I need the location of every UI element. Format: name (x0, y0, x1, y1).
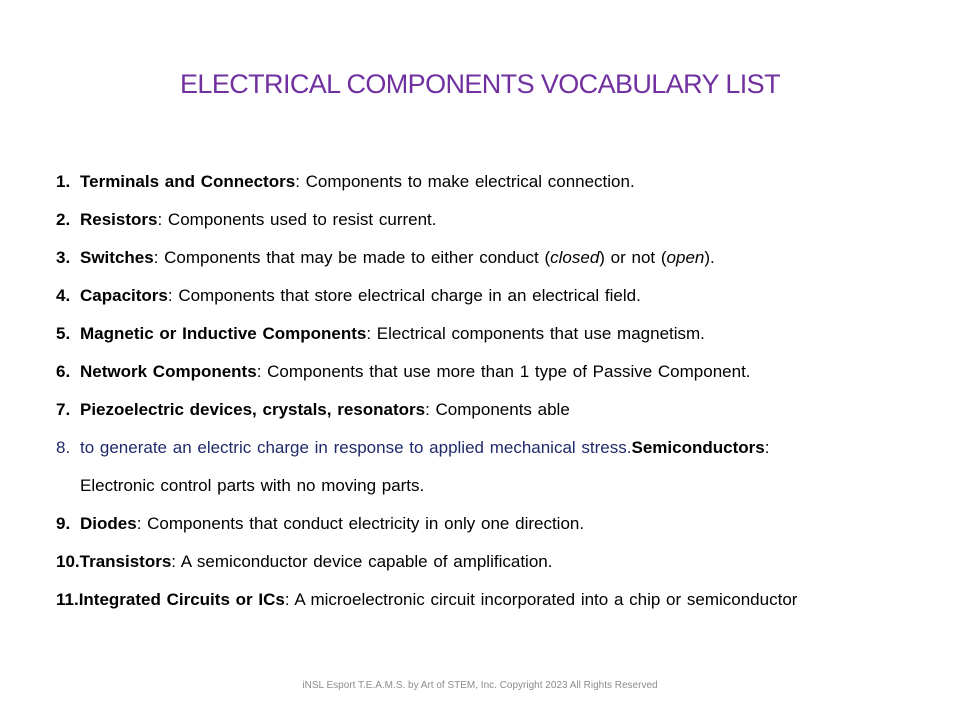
list-item (56, 163, 936, 201)
list-item (56, 315, 936, 353)
item-definition: : A semiconductor device capable of amplification. (171, 552, 553, 571)
copyright-footer: iNSL Esport T.E.A.M.S. by Art of STEM, Inc. Copyright 2023 All Rights Reserved (302, 680, 658, 691)
item-term: Terminals and Connectors (80, 172, 296, 191)
item-definition: : (764, 438, 770, 457)
item-number: 5. (56, 324, 71, 343)
item-number: 6. (56, 362, 71, 381)
item-number: 11. (56, 590, 79, 609)
item-definition: : Components used to resist current. (157, 210, 437, 229)
item-emphasis: closed (550, 248, 600, 267)
item-definition: : Components that conduct electricity in only one direction. (136, 514, 585, 533)
list-item (56, 277, 936, 315)
item-definition: ) or not ( (599, 248, 667, 267)
item-term: Magnetic or Inductive Components (80, 324, 367, 343)
list-item (56, 239, 936, 277)
item-term: Network Components (80, 362, 257, 381)
item-continuation: Electronic control parts with no moving parts. (80, 476, 425, 495)
item-number: 7. (56, 400, 71, 419)
item-term: Integrated Circuits or ICs (78, 590, 285, 609)
slide-title: ELECTRICAL COMPONENTS VOCABULARY LIST (180, 69, 780, 99)
item-term: Capacitors (80, 286, 168, 305)
item-term: Resistors (80, 210, 158, 229)
item-definition: : Components to make electrical connection. (295, 172, 635, 191)
list-item (56, 543, 936, 581)
list-item (56, 353, 936, 391)
item-number: 10. (56, 552, 80, 571)
item-definition: : Components that use more than 1 type of Passive Component. (256, 362, 751, 381)
item-definition: : Components that store electrical charge in an electrical field. (167, 286, 641, 305)
item-number: 4. (56, 286, 71, 305)
item-number: 1. (56, 172, 71, 191)
item-number: 2. (56, 210, 71, 229)
item-definition: to generate an electric charge in response to applied mechanical stress. (80, 438, 632, 457)
item-term: Transistors (79, 552, 172, 571)
item-definition: : Components able (425, 400, 570, 419)
list-item (56, 429, 936, 467)
list-item (56, 391, 936, 429)
item-term: Switches (80, 248, 154, 267)
list-item (56, 201, 936, 239)
item-definition: : Electrical components that use magnetism. (366, 324, 705, 343)
item-number: 9. (56, 514, 71, 533)
item-definition: : A microelectronic circuit incorporated into a chip or semiconductor (284, 590, 798, 609)
item-definition: ). (704, 248, 715, 267)
list-item (56, 581, 936, 619)
vocabulary-list (56, 163, 936, 619)
item-definition: : Components that may be made to either conduct ( (153, 248, 551, 267)
item-number: 3. (56, 248, 71, 267)
item-number: 8. (56, 438, 71, 457)
list-item (56, 505, 936, 543)
item-emphasis: open (666, 248, 705, 267)
item-term: Piezoelectric devices, crystals, resonators (80, 400, 426, 419)
item-term: Diodes (80, 514, 137, 533)
item-term: Semiconductors (631, 438, 765, 457)
